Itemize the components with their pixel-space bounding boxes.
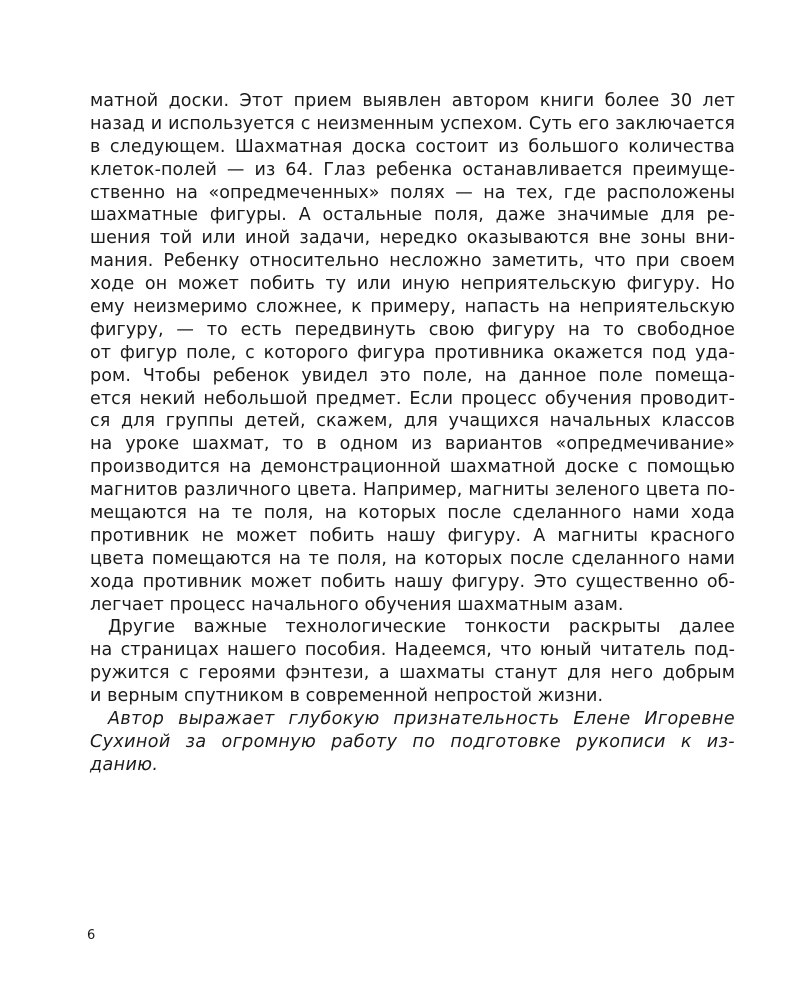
text-line: ходе он может побить ту или иную неприятельскую фигуру. Но bbox=[90, 274, 735, 295]
text-line: ственно на «опредмеченных» полях — на тех, где расположены bbox=[90, 182, 735, 203]
text-line: в следующем. Шахматная доска состоит из большого количества bbox=[90, 136, 735, 157]
text-line: ружится с героями фэнтези, а шахматы станут для него добрым bbox=[90, 663, 735, 684]
text-line: легчает процесс начального обучения шахматным азам. bbox=[90, 594, 624, 615]
text-line: хода противник может побить нашу фигуру. Это существенно об- bbox=[90, 571, 735, 592]
text-line: от фигур поле, с которого фигура противника окажется под уда- bbox=[90, 342, 735, 363]
acknowledgement-line: данию. bbox=[90, 754, 159, 775]
text-line: противник не может побить нашу фигуру. А магниты красного bbox=[90, 525, 735, 546]
text-line: на страницах нашего пособия. Надеемся, что юный читатель под- bbox=[90, 640, 735, 661]
text-line: мания. Ребенку относительно несложно заметить, что при своем bbox=[90, 251, 735, 272]
text-line: магнитов различного цвета. Например, магниты зеленого цвета по- bbox=[90, 480, 735, 501]
acknowledgement-line: Сухиной за огромную работу по подготовке рукописи к из- bbox=[90, 731, 735, 752]
text-line: фигуру, — то есть передвинуть свою фигуру на то свободное bbox=[90, 319, 735, 340]
text-line: цвета помещаются на те поля, на которых после сделанного нами bbox=[90, 548, 735, 569]
text-line: Другие важные технологические тонкости раскрыты далее bbox=[108, 617, 735, 638]
text-line: мещаются на те поля, на которых после сделанного нами хода bbox=[90, 503, 735, 524]
text-line: производится на демонстрационной шахматной доске с помощью bbox=[90, 457, 735, 478]
text-line: клеток-полей — из 64. Глаз ребенка останавливается преимуще- bbox=[90, 159, 735, 180]
text-line: шахматные фигуры. А остальные поля, даже значимые для ре- bbox=[90, 205, 735, 226]
text-line: и верным спутником в современной непростой жизни. bbox=[90, 686, 604, 707]
text-line: шения той или иной задачи, нередко оказываются вне зоны вни- bbox=[90, 228, 735, 249]
text-line: ром. Чтобы ребенок увидел это поле, на данное поле помеща- bbox=[90, 365, 735, 386]
body-text bbox=[90, 90, 735, 777]
page-number: 6 bbox=[87, 928, 96, 943]
text-line: ется некий небольшой предмет. Если процесс обучения проводит- bbox=[90, 388, 735, 409]
text-line: матной доски. Этот прием выявлен автором книги более 30 лет bbox=[90, 91, 735, 111]
acknowledgement-line: Автор выражает глубокую признательность Елене Игоревне bbox=[108, 709, 735, 730]
text-line: ему неизмеримо сложнее, к примеру, напасть на неприятельскую bbox=[90, 297, 735, 318]
text-line: на уроке шахмат, то в одном из вариантов «опредмечивание» bbox=[90, 434, 735, 455]
text-line: ся для группы детей, скажем, для учащихся начальных классов bbox=[90, 411, 735, 432]
text-line: назад и используется с неизменным успехом. Суть его заключается bbox=[90, 113, 735, 134]
